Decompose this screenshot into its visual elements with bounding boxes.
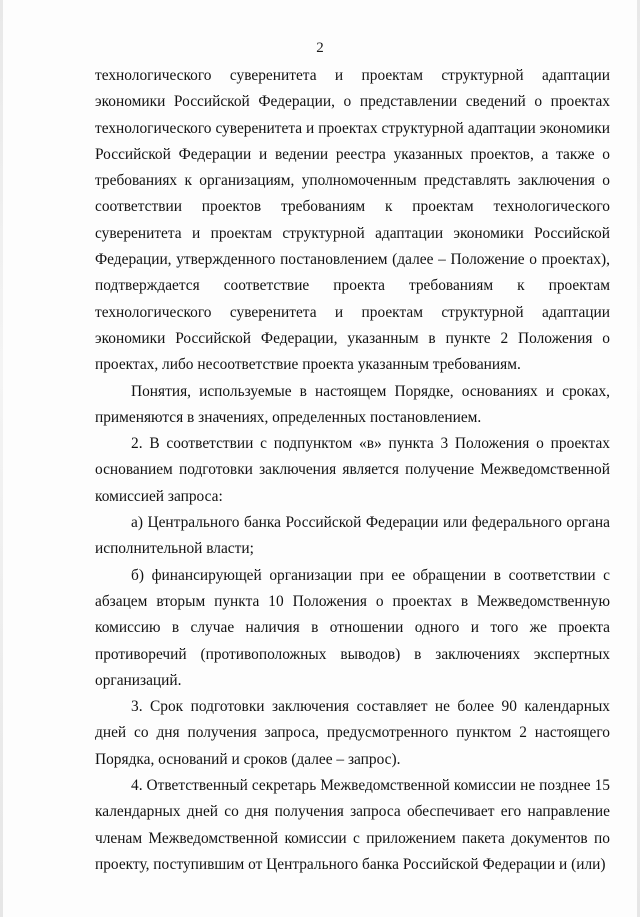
scan-edge-left [0, 0, 3, 917]
paragraph-continuation: технологического суверенитета и проектам структурной адаптации экономики Российской Федерации, о представлении сведений о проектах технологического суверенитета и проектах структурной адаптации экономики Российской Федерации и ведении реестра указанных проектов, а также о требованиях к организациям, уполномоченным представлять заключения о соответствии проектов требованиям к проектам технологического суверенитета и проектам структурной адаптации экономики Российской Федерации, утвержденного постановлением (далее – Положение о проектах), подтверждается соответствие проекта требованиям к проектам технологического суверенитета и проектам структурной адаптации экономики Российской Федерации, указанным в пункте 2 Положения о проектах, либо несоответствие проекта указанным требованиям. [95, 67, 610, 374]
paragraph-clause-3: 3. Срок подготовки заключения составляет не более 90 календарных дней со дня получения запроса, предусмотренного пунктом 2 настоящего Порядка, оснований и сроков (далее – запрос). [95, 698, 610, 768]
paragraph-subclause-b: б) финансирующей организации при ее обращении в соответствии с абзацем вторым пункта 10 Положения о проектах в Межведомственную комиссию в случае наличия в отношении одного и того же проекта противоречий (противоположных выводов) в заключениях экспертных организаций. [95, 566, 610, 689]
paragraph-clause-2: 2. В соответствии с подпунктом «в» пункта 3 Положения о проектах основанием подготовки заключения является получение Межведомственной комиссией запроса: [95, 435, 610, 505]
paragraph-definitions: Понятия, используемые в настоящем Порядке, основаниях и сроках, применяются в значениях, определенных постановлением. [95, 382, 610, 426]
page-number: 2 [316, 40, 324, 56]
document-body [95, 63, 610, 878]
paragraph-clause-4: 4. Ответственный секретарь Межведомственной комиссии не позднее 15 календарных дней со дня получения запроса обеспечивает его направление членам Межведомственной комиссии с приложением пакета документов по проекту, поступившим от Центрального банка Российской Федерации и (или) [95, 777, 610, 873]
paragraph-subclause-a: а) Центрального банка Российской Федерации или федерального органа исполнительной власти; [95, 514, 610, 558]
